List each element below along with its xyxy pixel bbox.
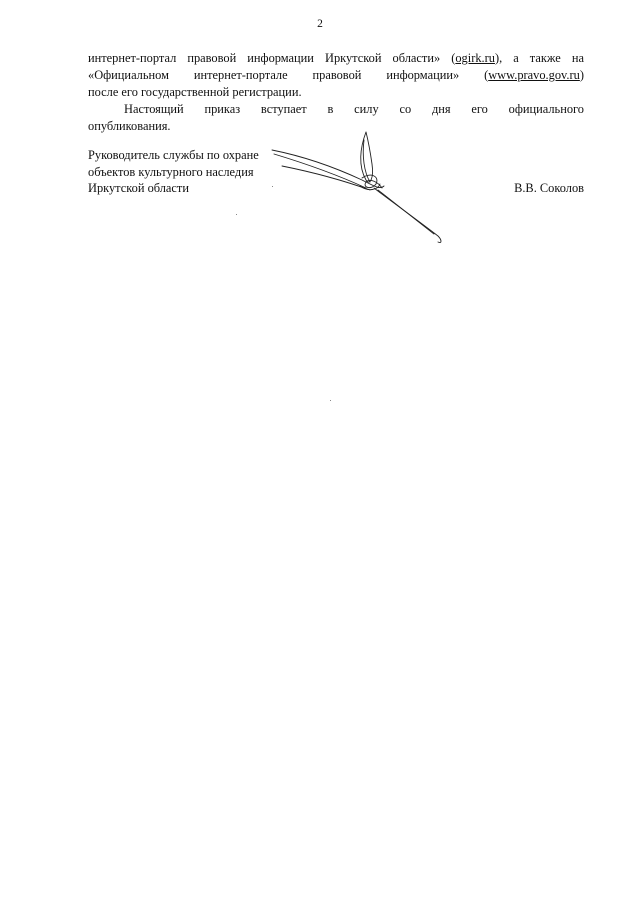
body-line-3: после его государственной регистрации.	[88, 85, 302, 99]
body-line-4: Настоящий приказ вступает в силу со дня его официального	[124, 102, 584, 116]
signatory-name: В.В. Соколов	[514, 181, 584, 195]
signatory-title-line-1: Руководитель службы по охране	[88, 148, 259, 162]
body-line-2-text-b: )	[579, 68, 584, 82]
body-line-1-text-b: ), а также на	[494, 51, 584, 65]
body-line-1-text-a: интернет-портал правовой информации Иркутской области» (	[88, 51, 456, 65]
body-line-5: опубликования.	[88, 119, 171, 133]
scan-speck	[330, 400, 331, 401]
scan-speck	[272, 186, 273, 187]
signatory-title	[88, 147, 259, 197]
page-number: 2	[317, 18, 323, 30]
body-line-1	[88, 50, 584, 67]
body-line-2-text-a: «Официальном интернет-портале правовой информации» (	[88, 68, 489, 82]
body-text	[88, 50, 584, 135]
link-pravo[interactable]: www.pravo.gov.ru	[488, 68, 580, 82]
scan-speck	[236, 214, 237, 215]
signatory-title-line-2: объектов культурного наследия	[88, 164, 254, 179]
signatory-title-line-3: Иркутской области	[88, 181, 189, 195]
handwritten-signature-icon	[262, 128, 452, 248]
link-ogirk[interactable]: ogirk.ru	[455, 51, 495, 65]
body-line-2	[88, 67, 584, 84]
